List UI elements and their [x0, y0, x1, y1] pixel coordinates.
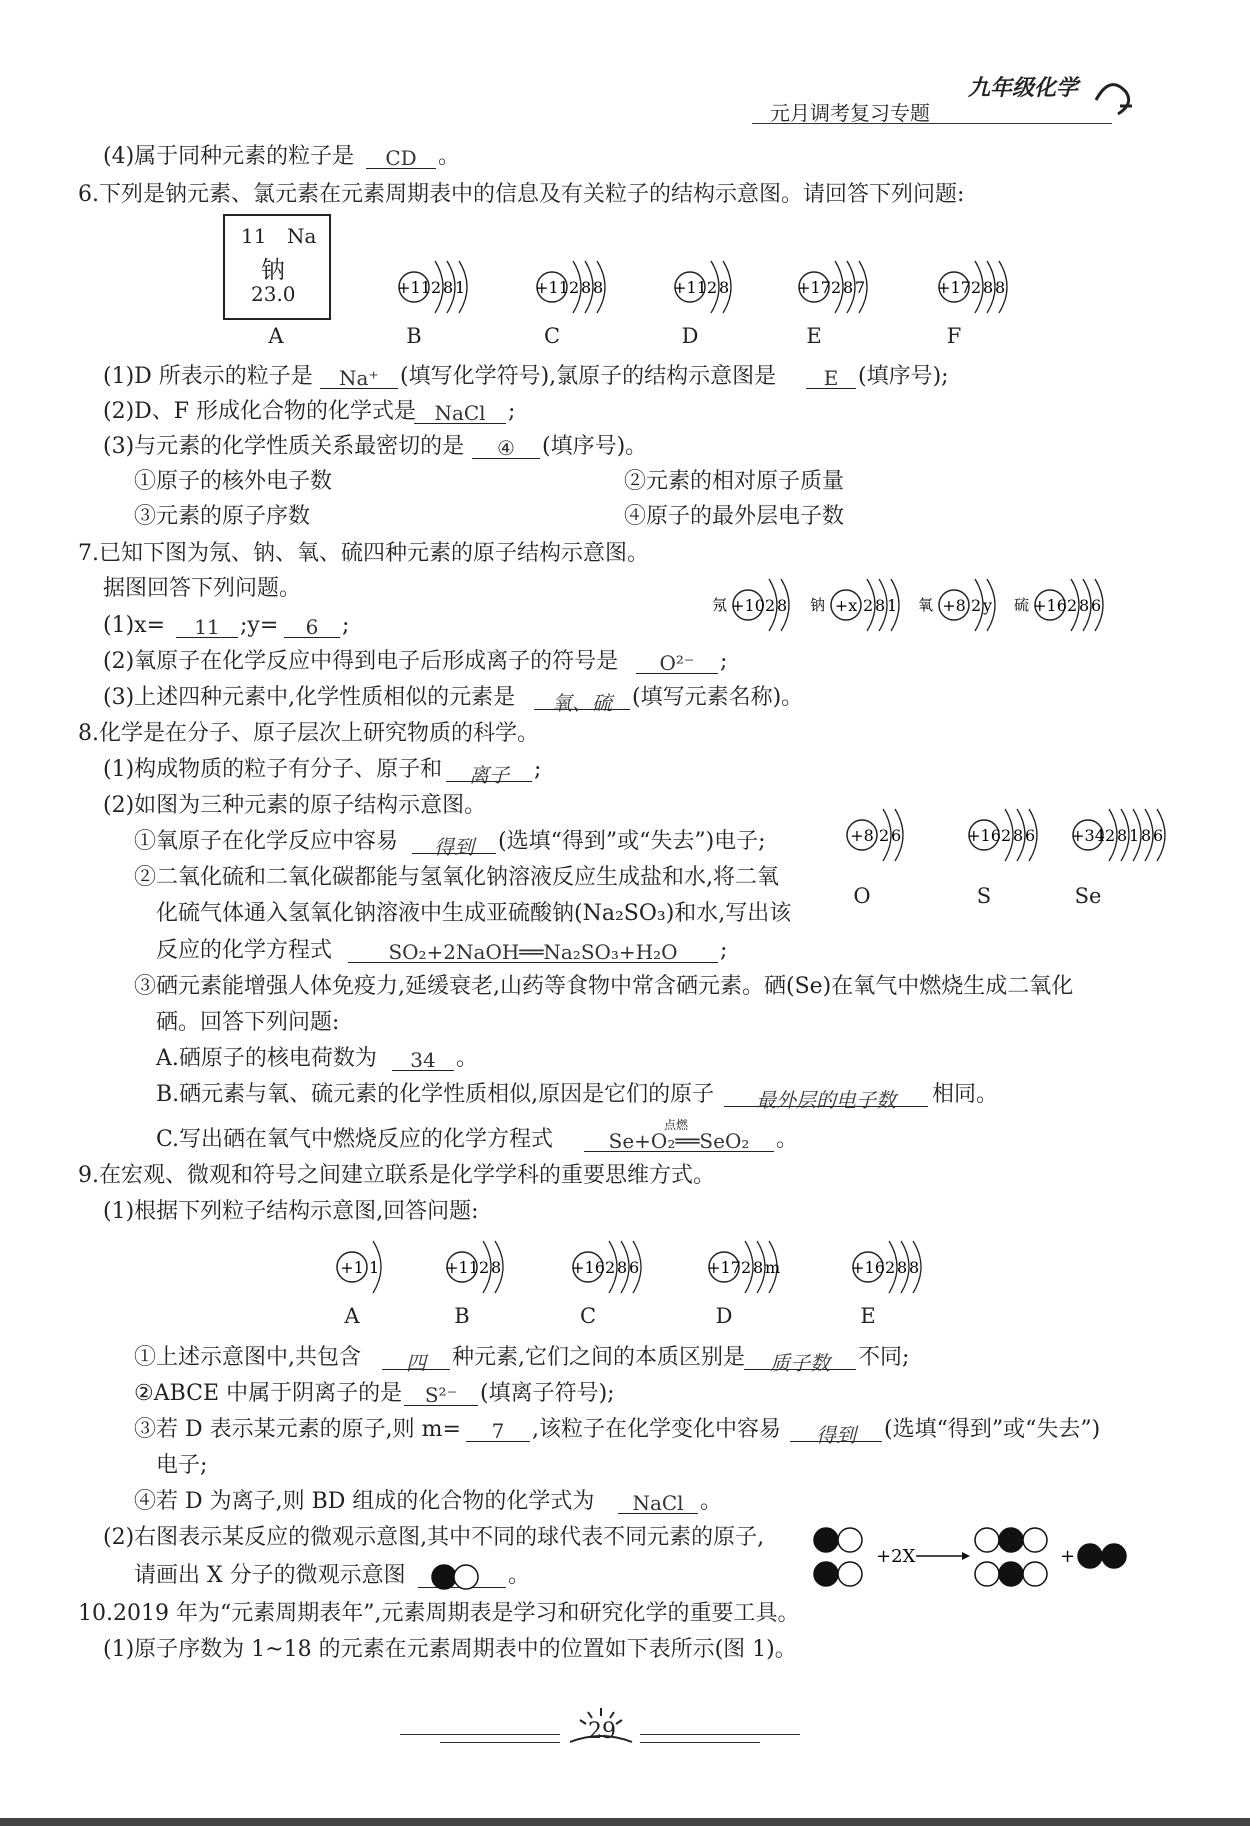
q9-p2-l1: (2)右图表示某反应的微观示意图,其中不同的球代表不同元素的原子, [103, 1525, 765, 1550]
shell-electron-count: 7 [855, 278, 866, 297]
atom-nucleus-charge: +8 [850, 826, 874, 845]
atom-nucleus-charge: +11 [397, 278, 431, 297]
shell-electron-count: 8 [843, 278, 854, 297]
q9-s4-ans: NaCl [618, 1491, 698, 1514]
q8-sb-a: B.硒元素与氧、硫元素的化学性质相似,原因是它们的原子 [156, 1082, 715, 1107]
atom-diagram [672, 252, 812, 322]
q8-s1-ans: 得到 [412, 831, 496, 854]
atom-label: D [715, 1304, 733, 1328]
reactant-molecule-1 [814, 1528, 862, 1552]
header-swirl-icon [1090, 70, 1134, 120]
shell-electron-count: 2 [707, 278, 718, 297]
header-series: 元月调考复习专题 [770, 101, 930, 125]
shell-electron-count: 1 [369, 1258, 380, 1277]
q7-p3-ans: 氧、硫 [534, 687, 630, 710]
q9-s1-c: 不同; [858, 1345, 910, 1370]
shell-electron-count: 6 [1091, 596, 1102, 615]
page-number: 29 [588, 1719, 616, 1744]
header-rule [752, 123, 1112, 124]
shell-electron-count: 2 [1001, 826, 1012, 845]
q9-s1-ans2: 质子数 [744, 1347, 856, 1370]
shell-electron-count: 8 [1141, 826, 1152, 845]
q6-p2-b: ; [508, 399, 516, 424]
q8-sb-ans: 最外层的电子数 [724, 1084, 928, 1107]
atom-diagram [850, 1232, 990, 1302]
cell-number: 11 [241, 224, 267, 248]
q8-s2-ans: SO₂+2NaOH══Na₂SO₃+H₂O [348, 940, 718, 963]
q9-p1: (1)根据下列粒子结构示意图,回答问题: [103, 1199, 479, 1224]
q8-sa-b: 。 [456, 1046, 479, 1071]
periodic-cell [223, 214, 331, 320]
q9-s2-ans: S²⁻ [404, 1383, 478, 1406]
atom-diagram [796, 252, 936, 322]
q8-sa-ans: 34 [392, 1048, 454, 1071]
atom-nucleus-charge: +x [834, 596, 858, 615]
q6-opt1: ①原子的核外电子数 [134, 469, 333, 494]
shell-electron-count: 8 [875, 596, 886, 615]
atom-nucleus-charge: +34 [1071, 826, 1105, 845]
q8-s2-l1: ②二氧化硫和二氧化碳都能与氢氧化钠溶液反应生成盐和水,将二氧 [134, 865, 779, 890]
q5-4-end: 。 [438, 144, 461, 169]
q6-p1-a: (1)D 所表示的粒子是 [103, 364, 313, 389]
q6-opt3: ③元素的原子序数 [134, 504, 311, 529]
x-molecule-drawing [428, 1562, 492, 1592]
atom-label: Se [1074, 884, 1102, 908]
q8-sc-a: C.写出硒在氧气中燃烧反应的化学方程式 [156, 1127, 554, 1152]
q8-stem: 8.化学是在分子、原子层次上研究物质的科学。 [78, 721, 539, 746]
shell-electron-count: 2 [831, 278, 842, 297]
q9-s3-c: (选填“得到”或“失去”) [884, 1417, 1101, 1442]
shell-electron-count: 8 [1117, 826, 1128, 845]
reaction-plus: + [1060, 1546, 1076, 1567]
q6-p1-b: (填写化学符号),氯原子的结构示意图是 [400, 364, 777, 389]
atom-label: E [806, 324, 822, 348]
q8-sa-a: A.硒原子的核电荷数为 [156, 1046, 377, 1071]
atom-label: C [579, 1304, 597, 1328]
atom-nucleus-charge: +10 [731, 596, 765, 615]
footer-rule-left [400, 1734, 560, 1735]
q7-p3-a: (3)上述四种元素中,化学性质相似的元素是 [103, 685, 516, 710]
atom-label: B [406, 324, 422, 348]
q8-p2: (2)如图为三种元素的原子结构示意图。 [103, 793, 487, 818]
atom-diagram [844, 800, 984, 870]
cell-symbol: Na [287, 224, 317, 248]
atom-nucleus-charge: +1 [340, 1258, 364, 1277]
cell-mass: 23.0 [251, 282, 296, 306]
q8-sc-b: 。 [776, 1127, 799, 1152]
shell-electron-count: 8 [897, 1258, 908, 1277]
atom-diagram [396, 252, 536, 322]
q9-s3-ans1: 7 [466, 1419, 530, 1442]
shell-electron-count: 8 [617, 1258, 628, 1277]
shell-electron-count: 2 [569, 278, 580, 297]
atom-nucleus-charge: +16 [851, 1258, 885, 1277]
q6-p1-c: (填序号); [858, 364, 949, 389]
atom-element-name: 硫 [1014, 596, 1030, 614]
shell-electron-count: 6 [1153, 826, 1164, 845]
shell-electron-count: 2 [1067, 596, 1078, 615]
shell-electron-count: 2 [1105, 826, 1116, 845]
q8-s2-l3a: 反应的化学方程式 [156, 938, 333, 963]
shell-electron-count: 2 [431, 278, 442, 297]
q8-sc-condition: 点燃 [664, 1118, 689, 1132]
reaction-arrow-head [962, 1552, 970, 1560]
q8-s2-l2: 化硫气体通入氢氧化钠溶液中生成亚硫酸钠(Na₂SO₃)和水,写出该 [156, 901, 792, 926]
atom-label: A [344, 1304, 360, 1328]
q9-s3-ans2: 得到 [790, 1419, 882, 1442]
shell-electron-count: 8 [581, 278, 592, 297]
scan-bottom-edge [0, 1818, 1250, 1826]
q7-p2-b: ; [720, 649, 728, 674]
shell-electron-count: 2 [605, 1258, 616, 1277]
shell-electron-count: 8 [491, 1258, 502, 1277]
q10-p1: (1)原子序数为 1~18 的元素在元素周期表中的位置如下表所示(图 1)。 [103, 1637, 797, 1662]
shell-electron-count: 1 [455, 278, 466, 297]
q7-stem: 7.已知下图为氖、钠、氧、硫四种元素的原子结构示意图。 [78, 541, 649, 566]
q9-s4-b: 。 [700, 1489, 723, 1514]
q9-s1-b: 种元素,它们之间的本质区别是 [452, 1345, 745, 1370]
atom-nucleus-charge: +16 [571, 1258, 605, 1277]
reaction-coefficient: +2X [876, 1546, 916, 1567]
q9-s3-a: ③若 D 表示某元素的原子,则 m= [134, 1417, 461, 1442]
q8-p1-b: ; [534, 757, 542, 782]
q6-p3-ans: ④ [472, 436, 540, 459]
q7-p2-ans: O²⁻ [636, 651, 718, 674]
atom-element-name: 钠 [810, 596, 826, 614]
atom-nucleus-charge: +17 [797, 278, 831, 297]
q9-p2-l2: 请画出 X 分子的微观示意图 [134, 1563, 406, 1588]
q9-s3-l2: 电子; [156, 1453, 208, 1478]
q6-opt2: ②元素的相对原子质量 [624, 469, 845, 494]
q7-p1-y: 6 [284, 615, 340, 638]
shell-electron-count: 8 [753, 1258, 764, 1277]
q9-s1-ans1: 四 [382, 1347, 450, 1370]
q8-s1-a: ①氧原子在化学反应中容易 [134, 829, 399, 854]
q8-s1-b: (选填“得到”或“失去”)电子; [498, 829, 766, 854]
atom-element-name: 氧 [918, 596, 934, 614]
atom-label: B [454, 1304, 470, 1328]
q8-p1-a: (1)构成物质的粒子有分子、原子和 [103, 757, 443, 782]
atom-diagram [1070, 800, 1210, 870]
atom-label: D [681, 324, 699, 348]
atom-label: F [946, 324, 962, 348]
atom-label: S [976, 884, 992, 908]
q9-s4-a: ④若 D 为离子,则 BD 组成的化合物的化学式为 [134, 1489, 595, 1514]
shell-electron-count: 2 [971, 596, 982, 615]
atom-nucleus-charge: +8 [942, 596, 966, 615]
q6-opt4: ④原子的最外层电子数 [624, 504, 845, 529]
q7-p1-x: 11 [176, 615, 238, 638]
atom-nucleus-charge: +16 [1033, 596, 1067, 615]
shell-electron-count: 8 [995, 278, 1006, 297]
atom-diagram [534, 252, 674, 322]
q8-sb-b: 相同。 [932, 1082, 999, 1107]
shell-electron-count: 6 [891, 826, 902, 845]
q7-p3-b: (填写元素名称)。 [632, 685, 804, 710]
shell-electron-count: 2 [971, 278, 982, 297]
product-molecule-3 [1078, 1544, 1126, 1568]
reaction-micro-diagram [812, 1520, 1132, 1612]
cell-name: 钠 [261, 256, 285, 284]
atom-label: C [543, 324, 561, 348]
shell-electron-count: 1 [1129, 826, 1140, 845]
q6-p1-ans2: E [806, 366, 856, 389]
q9-s1-a: ①上述示意图中,共包含 [134, 1345, 361, 1370]
q5-4-text: (4)属于同种元素的粒子是 [103, 144, 355, 169]
footer-rule-right [640, 1734, 800, 1735]
shell-electron-count: 8 [983, 278, 994, 297]
atom-diagram [1014, 570, 1154, 640]
atom-element-name: 氖 [712, 596, 728, 614]
q6-p3-b: (填序号)。 [542, 434, 648, 459]
atom-nucleus-charge: +11 [673, 278, 707, 297]
product-molecule-1 [975, 1528, 1047, 1552]
shell-electron-count: 6 [1025, 826, 1036, 845]
shell-electron-count: 1 [887, 596, 898, 615]
q8-s3-l2: 硒。回答下列问题: [156, 1010, 340, 1035]
shell-electron-count: 8 [719, 278, 730, 297]
shell-electron-count: 8 [443, 278, 454, 297]
shell-electron-count: 2 [863, 596, 874, 615]
shell-electron-count: m [765, 1258, 781, 1277]
q9-s2-a: ②ABCE 中属于阴离子的是 [134, 1381, 403, 1406]
atom-nucleus-charge: +11 [535, 278, 569, 297]
q6-p2-ans: NaCl [414, 401, 506, 424]
atom-diagram [444, 1232, 584, 1302]
q9-p2-end: 。 [508, 1563, 531, 1588]
atom-label: E [860, 1304, 876, 1328]
q7-p2-a: (2)氧原子在化学反应中得到电子后形成离子的符号是 [103, 649, 619, 674]
reactant-molecule-2 [814, 1562, 862, 1586]
q7-stem2: 据图回答下列问题。 [103, 576, 302, 601]
atom-diagram [706, 1232, 846, 1302]
shell-electron-count: 2 [879, 826, 890, 845]
q7-p1-c: ; [342, 613, 350, 638]
q9-stem: 9.在宏观、微观和符号之间建立联系是化学学科的重要思维方式。 [78, 1163, 715, 1188]
shell-electron-count: 2 [741, 1258, 752, 1277]
shell-electron-count: 2 [479, 1258, 490, 1277]
atom-nucleus-charge: +17 [707, 1258, 741, 1277]
atom-nucleus-charge: +17 [937, 278, 971, 297]
q6-p2-a: (2)D、F 形成化合物的化学式是 [103, 399, 417, 424]
footer-rule-left-2 [440, 1742, 560, 1743]
q9-s2-b: (填离子符号); [480, 1381, 615, 1406]
shell-electron-count: 8 [777, 596, 788, 615]
header-subject: 九年级化学 [968, 75, 1079, 101]
shell-electron-count: 6 [629, 1258, 640, 1277]
q8-sc-ans: Se+O₂══SeO₂ [584, 1129, 774, 1152]
shell-electron-count: 8 [909, 1258, 920, 1277]
q6-stem: 6.下列是钠元素、氯元素在元素周期表中的信息及有关粒子的结构示意图。请回答下列问题: [78, 182, 965, 207]
q8-s2-l3b: ; [720, 938, 728, 963]
atom-diagram [936, 252, 1076, 322]
q8-p1-ans: 离子 [446, 759, 532, 782]
product-molecule-2 [975, 1562, 1047, 1586]
shell-electron-count: 8 [1013, 826, 1024, 845]
shell-electron-count: 8 [1079, 596, 1090, 615]
atom-nucleus-charge: +16 [967, 826, 1001, 845]
shell-electron-count: y [983, 596, 993, 615]
q6-p1-ans1: Na⁺ [320, 366, 398, 389]
atom-label: O [853, 884, 871, 908]
q5-4-answer: CD [366, 146, 436, 169]
shell-electron-count: 2 [885, 1258, 896, 1277]
q6-label-a: A [268, 324, 284, 348]
q9-s3-b: ,该粒子在化学变化中容易 [532, 1417, 781, 1442]
q6-p3-a: (3)与元素的化学性质关系最密切的是 [103, 434, 465, 459]
footer-rule-right-2 [640, 1742, 760, 1743]
shell-electron-count: 8 [593, 278, 604, 297]
q8-s3-l1: ③硒元素能增强人体免疫力,延缓衰老,山药等食物中常含硒元素。硒(Se)在氧气中燃烧生成二氧化 [134, 974, 1074, 999]
q7-p1-b: ;y= [240, 613, 279, 638]
atom-diagram [570, 1232, 710, 1302]
shell-electron-count: 2 [765, 596, 776, 615]
atom-nucleus-charge: +11 [445, 1258, 479, 1277]
q7-p1-a: (1)x= [103, 613, 166, 638]
q10-stem: 10.2019 年为“元素周期表年”,元素周期表是学习和研究化学的重要工具。 [78, 1601, 800, 1626]
